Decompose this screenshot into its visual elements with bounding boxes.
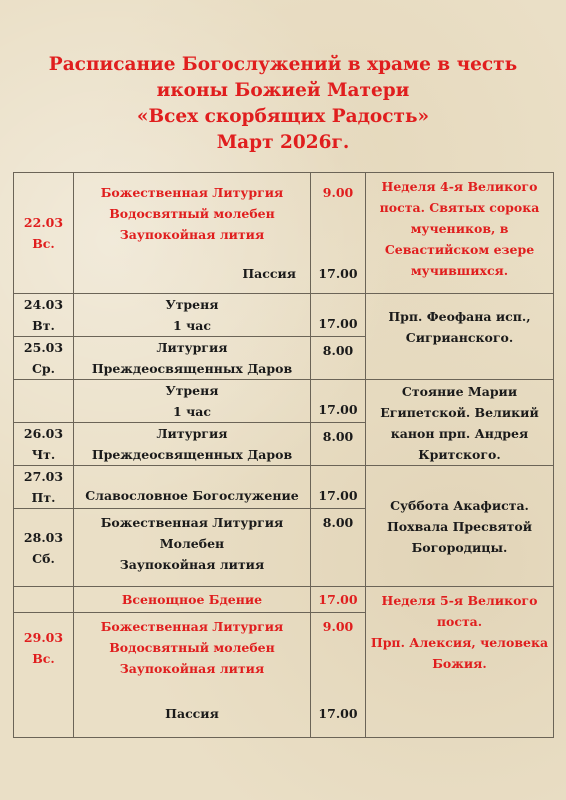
date-cell: [14, 173, 74, 294]
title-line-4: Март 2026г.: [216, 132, 350, 153]
feast-note: Египетской. Великий: [380, 404, 539, 420]
service-cell: [74, 509, 311, 587]
time-cell: [311, 587, 366, 613]
table-row: [14, 294, 554, 337]
service-name: Преждеосвященных Даров: [91, 447, 293, 462]
date-cell: [14, 423, 74, 466]
feast-note: канон прп. Андрея: [390, 425, 529, 441]
feast-note: Похвала Пресвятой: [386, 518, 533, 534]
date-cell: [14, 380, 74, 423]
service-name: Заупокойная лития: [119, 227, 265, 242]
feast-note: Суббота Акафиста.: [390, 497, 529, 513]
feast-note: поста.: [436, 614, 483, 629]
note-cell: [366, 380, 554, 466]
title-line-2: иконы Божией Матери: [156, 80, 410, 101]
time-cell: [311, 613, 366, 738]
service-name: Всенощное Бдение: [121, 592, 263, 607]
table-row: [14, 466, 554, 509]
service-time: 8.00: [322, 515, 354, 530]
service-name: Заупокойная лития: [119, 557, 265, 572]
page-title: [0, 52, 566, 156]
date: 29.03: [23, 630, 64, 645]
service-name: Водосвятный молебен: [109, 640, 275, 655]
weekday: Пт.: [31, 490, 56, 505]
date-cell: [14, 466, 74, 509]
service-time: 9.00: [322, 185, 354, 200]
service-cell: [74, 380, 311, 423]
feast-note: Неделя 4-я Великого: [381, 179, 538, 194]
note-cell: [366, 587, 554, 738]
feast-note: поста. Святых сорока: [379, 200, 540, 215]
feast-note: мучеников, в: [410, 221, 509, 236]
service-name: 1 час: [173, 404, 211, 419]
weekday: Ср.: [31, 361, 56, 376]
service-time: 17.00: [318, 316, 358, 331]
service-name: Божественная Литургия: [100, 515, 284, 530]
service-name: Божественная Литургия: [100, 185, 284, 200]
service-name: Водосвятный молебен: [109, 206, 275, 221]
service-name: Литургия: [156, 340, 228, 355]
service-time: 17.00: [318, 706, 358, 721]
table-row: [14, 587, 554, 613]
time-cell: [311, 337, 366, 380]
weekday: Сб.: [32, 550, 55, 566]
note-cell: [366, 294, 554, 380]
weekday: Вс.: [32, 651, 55, 666]
service-time: 17.00: [318, 402, 358, 417]
feast-note: Стояние Марии: [401, 383, 518, 399]
title-line-3: «Всех скорбящих Радость»: [136, 106, 430, 127]
schedule-table: [13, 172, 554, 738]
time-cell: [311, 294, 366, 337]
feast-note: Божия.: [432, 656, 487, 671]
service-cell: [74, 587, 311, 613]
feast-note: Прп. Феофана исп.,: [388, 309, 531, 324]
date-cell: [14, 509, 74, 587]
service-cell: [74, 294, 311, 337]
weekday: Чт.: [31, 447, 56, 462]
date: 28.03: [23, 529, 64, 545]
feast-note: мучившихся.: [410, 263, 509, 278]
feast-note: Неделя 5-я Великого: [381, 593, 538, 608]
service-cell: [74, 466, 311, 509]
note-cell: [366, 173, 554, 294]
service-name: Пассия: [165, 706, 219, 721]
service-name: Божественная Литургия: [100, 619, 284, 634]
feast-note: Богородицы.: [411, 539, 508, 555]
feast-note: Прп. Алексия, человека: [370, 635, 549, 650]
date-cell: [14, 587, 74, 613]
service-name: Пассия: [242, 266, 296, 281]
date: 24.03: [23, 297, 64, 312]
service-name: Молебен: [159, 536, 225, 551]
service-name: 1 час: [173, 318, 211, 333]
feast-note: Критского.: [418, 446, 501, 462]
date: 22.03: [23, 215, 64, 230]
service-name: Утреня: [165, 297, 219, 312]
service-name: Литургия: [156, 426, 228, 441]
date-cell: [14, 337, 74, 380]
date: 25.03: [23, 340, 64, 355]
date: 26.03: [23, 426, 64, 441]
feast-note: Севастийском езере: [384, 242, 535, 257]
time-cell: [311, 423, 366, 466]
time-cell: [311, 173, 366, 294]
note-cell: [366, 466, 554, 587]
service-cell: [74, 423, 311, 466]
weekday: Вт.: [32, 318, 55, 333]
service-name: Утреня: [165, 383, 219, 398]
time-cell: [311, 466, 366, 509]
date-cell: [14, 613, 74, 738]
service-time: 17.00: [318, 488, 358, 503]
service-cell: [74, 173, 311, 294]
service-name: Преждеосвященных Даров: [91, 361, 293, 376]
service-time: 17.00: [318, 592, 358, 607]
service-time: 8.00: [322, 429, 354, 444]
feast-note: Сигрианского.: [405, 330, 514, 345]
time-cell: [311, 380, 366, 423]
service-time: 9.00: [322, 619, 354, 634]
service-cell: [74, 613, 311, 738]
service-name: Заупокойная лития: [119, 661, 265, 676]
service-time: 8.00: [322, 343, 354, 358]
service-name: Славословное Богослужение: [85, 488, 299, 503]
service-time: 17.00: [318, 266, 358, 281]
table-row: [14, 380, 554, 423]
service-cell: [74, 337, 311, 380]
title-line-1: Расписание Богослужений в храме в честь: [48, 54, 518, 75]
table-row: [14, 173, 554, 294]
weekday: Вс.: [32, 236, 55, 251]
date: 27.03: [23, 469, 64, 484]
date-cell: [14, 294, 74, 337]
time-cell: [311, 509, 366, 587]
